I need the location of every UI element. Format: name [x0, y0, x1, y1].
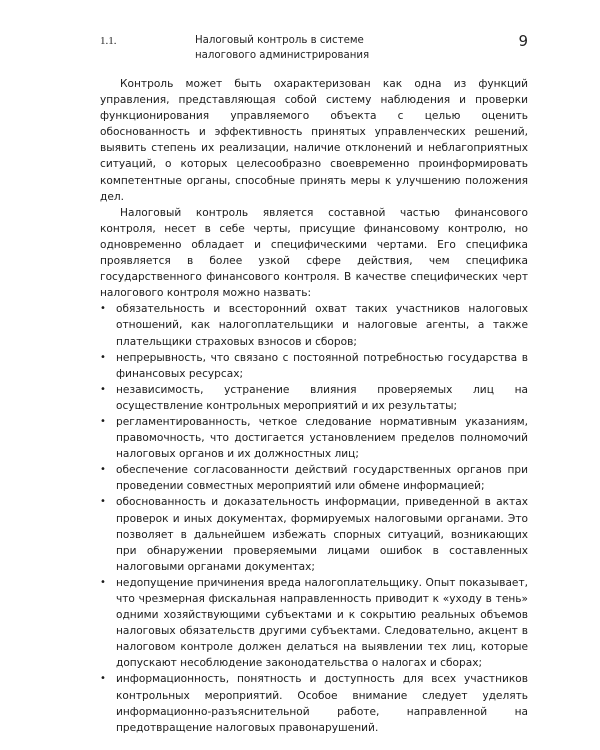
list-item	[100, 301, 528, 349]
bullet-icon: •	[100, 496, 106, 508]
list-item	[100, 575, 528, 672]
bullet-icon: •	[100, 351, 106, 363]
paragraph-intro: Контроль может быть охарактеризован как одна из функций управления, представляющая собой систему наблюдения и проверки функционирования управляемого объекта с целью оценить обоснованность и эффективность принятых управленческих решений, выявить степень их реализации, наличие отклонений и неблагоприятных ситуаций, о которых целесообразно своевременно проинформировать компетентные органы, способные принять меры к улучшению положения дел.	[100, 78, 528, 203]
list-item-text: обеспечение согласованности действий государственных органов при проведении совместных мероприятий или обмене информацией;	[116, 464, 528, 493]
bullet-icon: •	[100, 303, 106, 315]
list-item-text: недопущение причинения вреда налогоплательщику. Опыт показывает, что чрезмерная фискальная направленность приводит к «уходу в тень» одними хозяйствующими субъектами и к сокрытию реальных объемов налоговых обязательств другими субъектами. Следовательно, акцент в налоговом контроле должен делаться на выявлении тех лиц, которые допускают несоблюдение законодательства о налогах и сборах;	[116, 576, 528, 670]
section-title-line-2: налогового администрирования	[195, 50, 370, 61]
section-title-line-1: Налоговый контроль в системе	[195, 35, 364, 46]
bullet-icon: •	[100, 576, 106, 588]
list-item-text: информационность, понятность и доступность для всех участников контрольных мероприятий. Особое внимание следует уделять информационно-разъяснительной работе, направленной на предотвращение налоговых правонарушений.	[116, 673, 528, 734]
list-item	[100, 494, 528, 574]
body-text	[100, 76, 528, 736]
bullet-icon: •	[100, 464, 106, 476]
list-item-text: обоснованность и доказательность информации, приведенной в актах проверок и иных документах, формируемых налоговыми органами. Это позволяет в дальнейшем избежать спорных ситуаций, возникающих при обнаружении проверяемыми лицами ошибок в составленных налоговыми органами документах;	[116, 496, 528, 573]
section-title	[195, 33, 369, 63]
bullet-icon: •	[100, 673, 106, 685]
section-number: 1.1.	[100, 35, 117, 47]
list-item-text: регламентированность, четкое следование нормативным указаниям, правомочность, что достигается установлением пределов полномочий налоговых органов и их должностных лиц;	[116, 415, 528, 461]
bullet-icon: •	[100, 415, 106, 427]
list-item	[100, 350, 528, 382]
list-item-text: независимость, устранение влияния проверяемых лиц на осуществление контрольных мероприятий и их результаты;	[116, 383, 528, 412]
list-item	[100, 414, 528, 462]
list-item	[100, 671, 528, 735]
paragraph-tax-control: Налоговый контроль является составной частью финансового контроля, несет в себе черты, присущие финансовому контролю, но одновременно обладает и специфическими чертами. Его специфика проявляется в более узкой сфере действия, чем специфика государственного финансового контроля. В качестве специфических черт налогового контроля можно назвать:	[100, 206, 528, 300]
features-list	[100, 301, 528, 736]
bullet-icon: •	[100, 383, 106, 395]
list-item	[100, 462, 528, 494]
list-item-text: непрерывность, что связано с постоянной потребностью государства в финансовых ресурсах;	[116, 351, 528, 380]
list-item-text: обязательность и всесторонний охват таких участников налоговых отношений, как налогоплательщики и налоговые агенты, а также плательщики страховых взносов и сборов;	[116, 303, 528, 348]
list-item	[100, 382, 528, 414]
running-header	[100, 32, 528, 66]
page-number: 9	[518, 32, 528, 50]
